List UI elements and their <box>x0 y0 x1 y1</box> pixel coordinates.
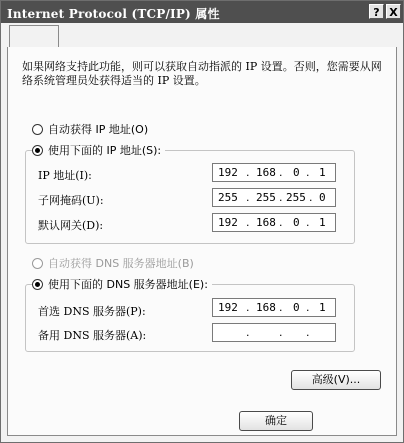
ip-auto-label: 自动获得 IP 地址(O) <box>48 123 149 136</box>
window-title: Internet Protocol (TCP/IP) 属性 <box>7 7 220 21</box>
ip-auto-radio[interactable] <box>32 124 43 135</box>
octet: 168 <box>256 301 276 314</box>
dns-auto-label: 自动获得 DNS 服务器地址(B) <box>48 257 194 270</box>
octet-separator: . <box>246 166 250 179</box>
octet-separator: . <box>279 166 283 179</box>
ok-button[interactable]: 确定 <box>239 411 313 431</box>
octet: 255 <box>218 191 238 204</box>
title-bar <box>1 1 403 23</box>
advanced-button[interactable]: 高级(V)... <box>291 370 381 390</box>
octet: 192 <box>218 216 238 229</box>
octet: 192 <box>218 166 238 179</box>
octet: 168 <box>256 166 276 179</box>
dns-manual-label: 使用下面的 DNS 服务器地址(E): <box>48 278 208 291</box>
octet: 0 <box>319 191 326 204</box>
preferred-dns-field[interactable] <box>212 298 336 317</box>
preferred-dns-label: 首选 DNS 服务器(P): <box>38 305 146 318</box>
octet-separator: . <box>279 301 283 314</box>
alternate-dns-label: 备用 DNS 服务器(A): <box>38 329 147 342</box>
tab-strip <box>7 25 397 48</box>
octet-separator: . <box>279 191 283 204</box>
ip-manual-label: 使用下面的 IP 地址(S): <box>48 144 162 157</box>
octet-separator: . <box>279 216 283 229</box>
default-gateway-field[interactable] <box>212 213 336 232</box>
dns-auto-radio-row[interactable] <box>32 255 194 271</box>
octet: 255 <box>286 191 306 204</box>
subnet-mask-label: 子网掩码(U): <box>38 194 104 207</box>
description-text: 如果网络支持此功能，则可以获取自动指派的 IP 设置。否则，您需要从网络系统管理员处获得适当的 IP 设置。 <box>22 60 382 87</box>
help-button[interactable]: ? <box>369 4 384 19</box>
subnet-mask-field[interactable] <box>212 188 336 207</box>
dns-auto-radio[interactable] <box>32 258 43 269</box>
octet: 0 <box>293 301 300 314</box>
octet-separator: . <box>246 326 250 339</box>
octet: 0 <box>293 166 300 179</box>
octet-separator: . <box>246 216 250 229</box>
tab-general[interactable] <box>9 25 59 48</box>
octet: 0 <box>293 216 300 229</box>
dns-manual-radio-row[interactable] <box>32 276 212 292</box>
octet: 1 <box>319 166 326 179</box>
default-gateway-label: 默认网关(D): <box>38 219 104 232</box>
octet-separator: . <box>306 166 310 179</box>
close-button[interactable]: X <box>386 4 401 19</box>
ip-auto-radio-row[interactable] <box>32 121 148 137</box>
octet-separator: . <box>246 301 250 314</box>
octet-separator: . <box>306 216 310 229</box>
ip-manual-radio-row[interactable] <box>32 142 165 158</box>
ip-address-label: IP 地址(I): <box>38 169 92 182</box>
dns-manual-radio[interactable] <box>32 279 43 290</box>
octet: 1 <box>319 301 326 314</box>
octet: 192 <box>218 301 238 314</box>
octet: 1 <box>319 216 326 229</box>
ip-manual-radio[interactable] <box>32 145 43 156</box>
octet-separator: . <box>306 301 310 314</box>
octet-separator: . <box>306 326 310 339</box>
octet-separator: . <box>309 191 313 204</box>
ip-address-field[interactable] <box>212 163 336 182</box>
alternate-dns-field[interactable] <box>212 323 336 342</box>
octet-separator: . <box>279 326 283 339</box>
octet: 255 <box>256 191 276 204</box>
octet-separator: . <box>246 191 250 204</box>
octet: 168 <box>256 216 276 229</box>
